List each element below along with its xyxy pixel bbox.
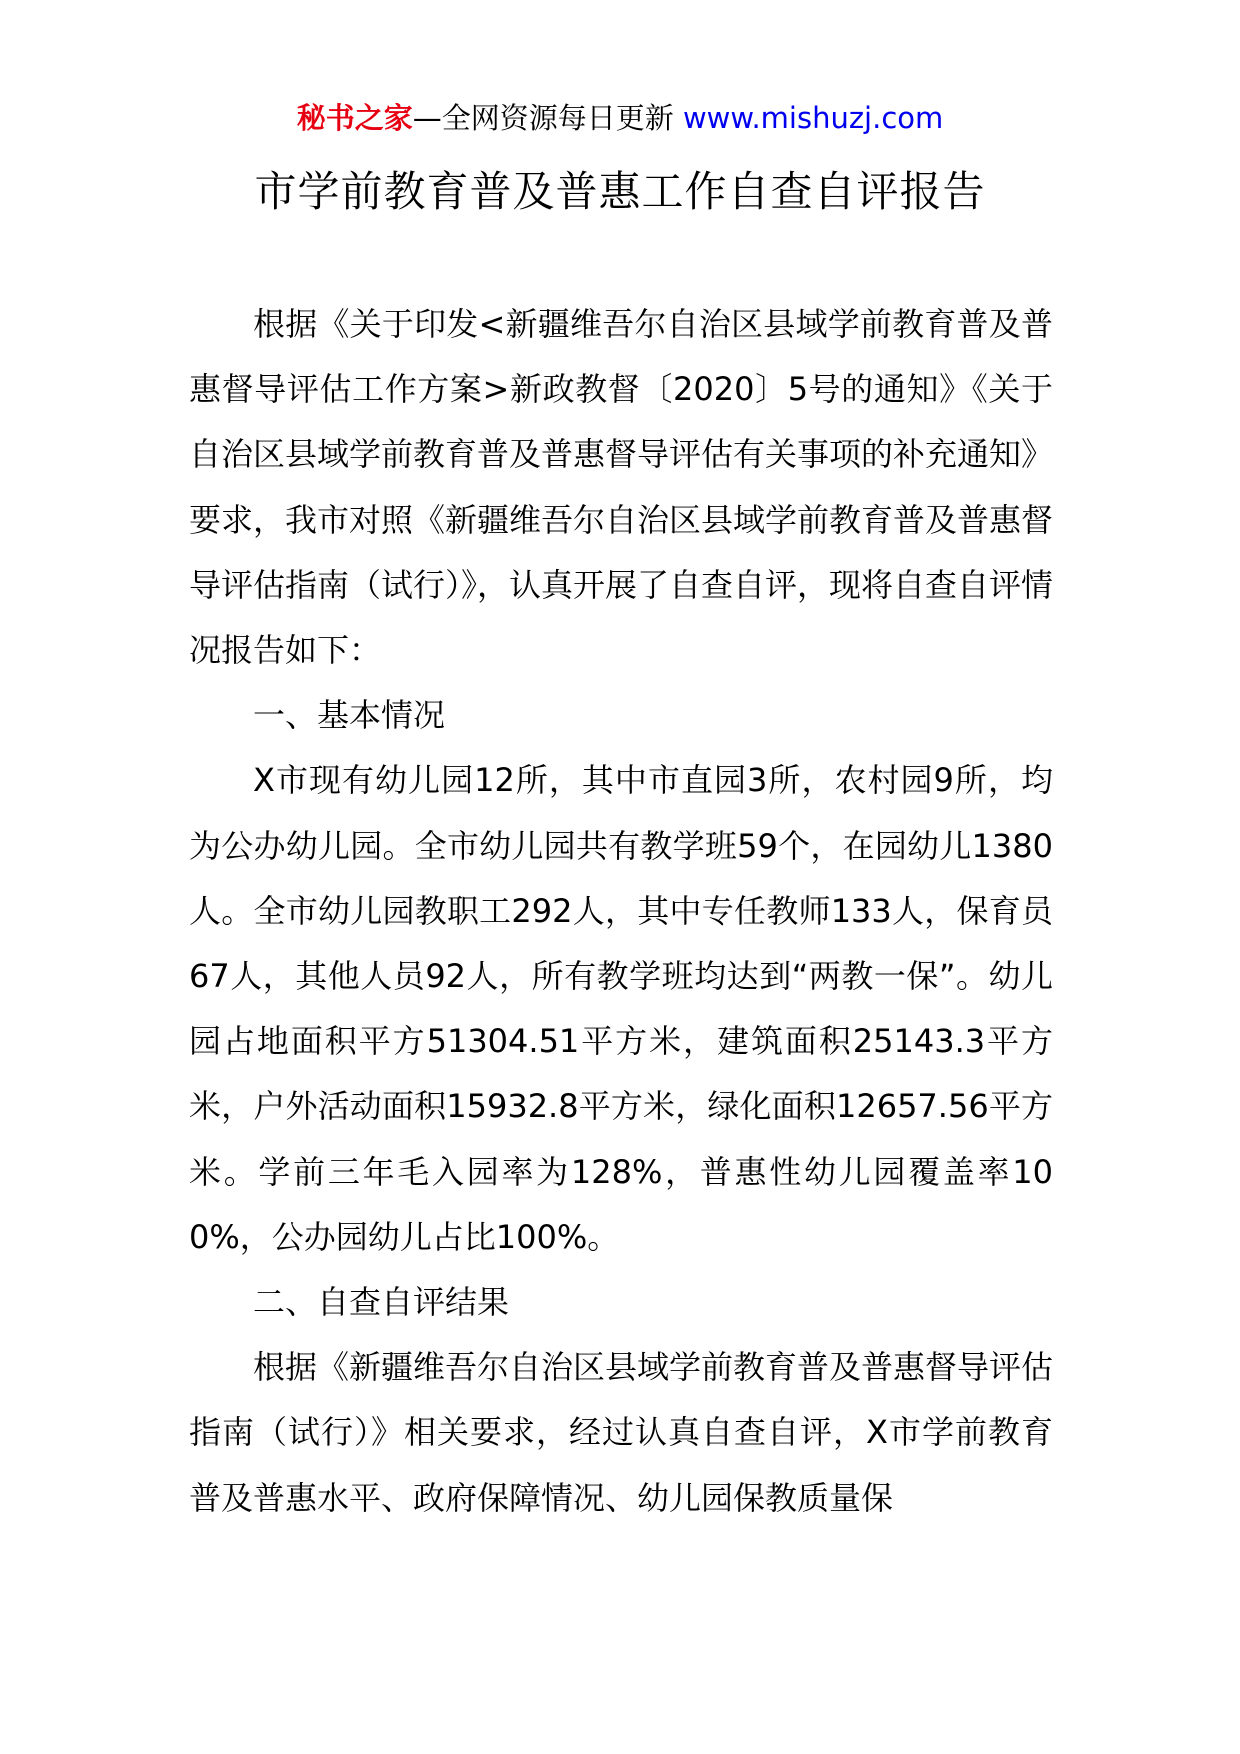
section-heading-self-evaluation: 二、自查自评结果: [253, 1283, 510, 1322]
site-header: [0, 98, 1240, 138]
basic-info-paragraph: X市现有幼儿园12所，其中市直园3所，农村园9所，均为公办幼儿园。全市幼儿园共有教学班59个，在园幼儿1380人。全市幼儿园教职工292人，其中专任教师133人，保育员67人，其他人员92人，所有教学班均达到“两教一保”。幼儿园占地面积平方51304.51平方米，建筑面积25143.3平方米，户外活动面积15932.8平方米，绿化面积12657.56平方米。学前三年毛入园率为128%，普惠性幼儿园覆盖率100%，公办园幼儿占比100%。: [189, 761, 1053, 1256]
self-evaluation-paragraph: 根据《新疆维吾尔自治区县域学前教育普及普惠督导评估指南（试行）》相关要求，经过认真自查自评，X市学前教育普及普惠水平、政府保障情况、幼儿园保教质量保: [189, 1348, 1054, 1517]
section-heading-basic-info: 一、基本情况: [253, 696, 446, 735]
document-title: 市学前教育普及普惠工作自查自评报告: [254, 167, 986, 216]
header-slogan: —全网资源每日更新: [412, 101, 674, 135]
brand-name: 秘书之家: [296, 101, 413, 135]
site-url-link[interactable]: www.mishuzj.com: [682, 101, 944, 135]
intro-paragraph: 根据《关于印发<新疆维吾尔自治区县域学前教育普及普惠督导评估工作方案>新政教督〔2020〕5号的通知》《关于自治区县域学前教育普及普惠督导评估有关事项的补充通知》要求，我市对照《新疆维吾尔自治区县域学前教育普及普惠督导评估指南（试行）》，认真开展了自查自评，现将自查自评情况报告如下：: [189, 305, 1054, 670]
document-body: [189, 292, 1053, 1531]
